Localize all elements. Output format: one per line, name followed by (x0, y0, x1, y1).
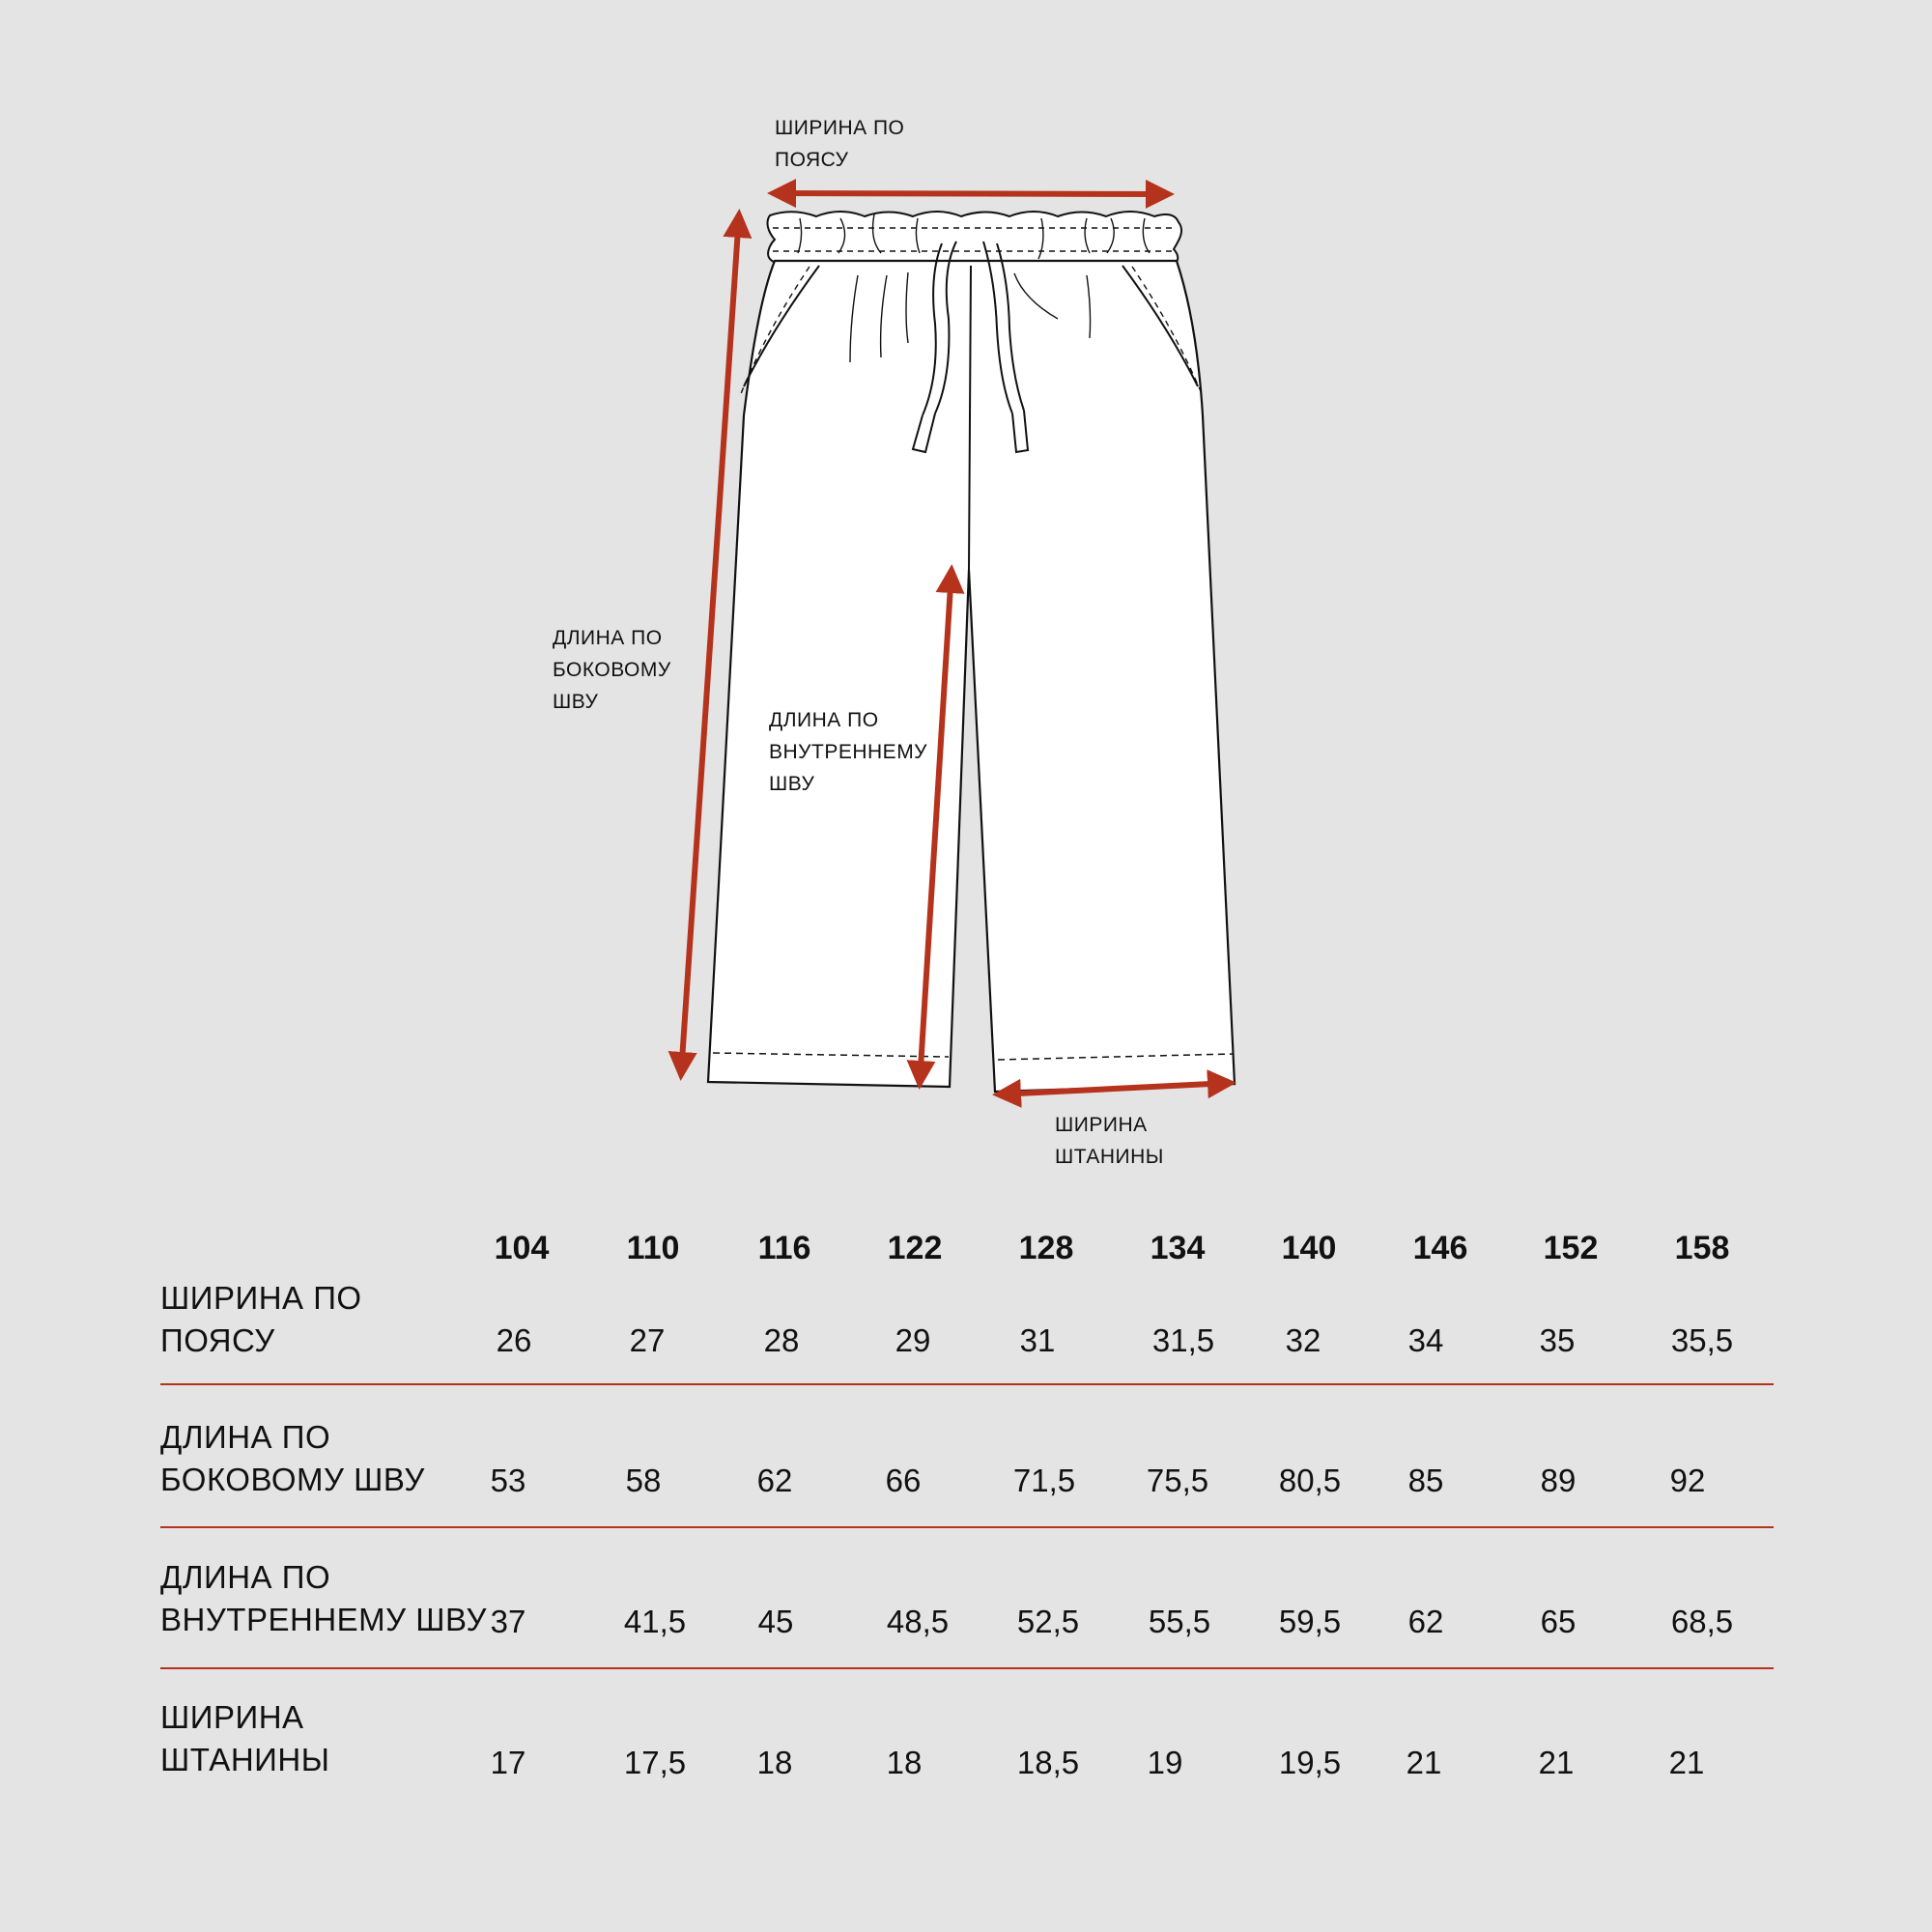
cell: 53 (490, 1463, 526, 1498)
cell: 59,5 (1278, 1604, 1342, 1639)
row-divider (160, 1667, 1774, 1669)
row-label-leg-width: ШИРИНА ШТАНИНЫ (160, 1699, 330, 1777)
cell: 71,5 (1012, 1463, 1076, 1498)
waistband (768, 212, 1182, 267)
size-header-152: 152 (1543, 1230, 1599, 1266)
row-label-side-seam: ДЛИНА ПО БОКОВОМУ ШВУ (160, 1419, 425, 1497)
cell: 18 (886, 1745, 923, 1780)
cell: 85 (1407, 1463, 1444, 1498)
cell: 28 (763, 1322, 800, 1358)
cell: 48,5 (886, 1604, 950, 1639)
cell: 21 (1538, 1745, 1575, 1780)
cell: 18,5 (1016, 1745, 1080, 1780)
size-header-134: 134 (1150, 1230, 1206, 1266)
size-header-128: 128 (1018, 1230, 1074, 1266)
cell: 52,5 (1016, 1604, 1080, 1639)
cell: 62 (756, 1463, 793, 1498)
cell: 92 (1669, 1463, 1706, 1498)
size-header-140: 140 (1281, 1230, 1337, 1266)
cell: 66 (885, 1463, 922, 1498)
cell: 55,5 (1148, 1604, 1211, 1639)
cell: 35,5 (1670, 1322, 1734, 1358)
size-header-116: 116 (757, 1230, 811, 1266)
cell: 17,5 (623, 1745, 687, 1780)
waist-width-label: ШИРИНА ПО ПОЯСУ (775, 117, 905, 171)
row-divider (160, 1526, 1774, 1528)
row-label-inner-seam: ДЛИНА ПО ВНУТРЕННЕМУ ШВУ (160, 1559, 487, 1637)
inner-seam-label: ДЛИНА ПО ВНУТРЕННЕМУ ШВУ (769, 709, 928, 795)
cell: 62 (1407, 1604, 1444, 1639)
cell: 37 (490, 1604, 526, 1639)
size-header-104: 104 (494, 1230, 550, 1266)
size-header-122: 122 (887, 1230, 943, 1266)
cell: 34 (1407, 1322, 1444, 1358)
cell: 27 (629, 1322, 666, 1358)
pants-body (708, 261, 1235, 1092)
side-seam-label: ДЛИНА ПО БОКОВОМУ ШВУ (553, 627, 671, 713)
leg-width-label: ШИРИНА ШТАНИНЫ (1055, 1114, 1164, 1168)
cell: 89 (1540, 1463, 1577, 1498)
size-header-146: 146 (1412, 1230, 1468, 1266)
size-header-158: 158 (1674, 1230, 1730, 1266)
row-divider (160, 1383, 1774, 1385)
cell: 21 (1406, 1745, 1442, 1780)
cell: 31,5 (1151, 1322, 1215, 1358)
cell: 35 (1539, 1322, 1576, 1358)
cell: 19,5 (1278, 1745, 1342, 1780)
cell: 75,5 (1146, 1463, 1209, 1498)
cell: 45 (757, 1604, 794, 1639)
cell: 41,5 (623, 1604, 687, 1639)
waist-width-arrow (773, 193, 1169, 194)
cell: 29 (895, 1322, 931, 1358)
cell: 32 (1285, 1322, 1321, 1358)
cell: 19 (1147, 1745, 1183, 1780)
size-header-110: 110 (626, 1230, 680, 1266)
cell: 80,5 (1278, 1463, 1342, 1498)
cell: 65 (1540, 1604, 1577, 1639)
row-label-waist: ШИРИНА ПО ПОЯСУ (160, 1280, 362, 1358)
cell: 31 (1019, 1322, 1056, 1358)
cell: 68,5 (1670, 1604, 1734, 1639)
cell: 26 (496, 1322, 532, 1358)
cell: 58 (625, 1463, 662, 1498)
cell: 18 (756, 1745, 793, 1780)
cell: 17 (490, 1745, 526, 1780)
cell: 21 (1668, 1745, 1705, 1780)
